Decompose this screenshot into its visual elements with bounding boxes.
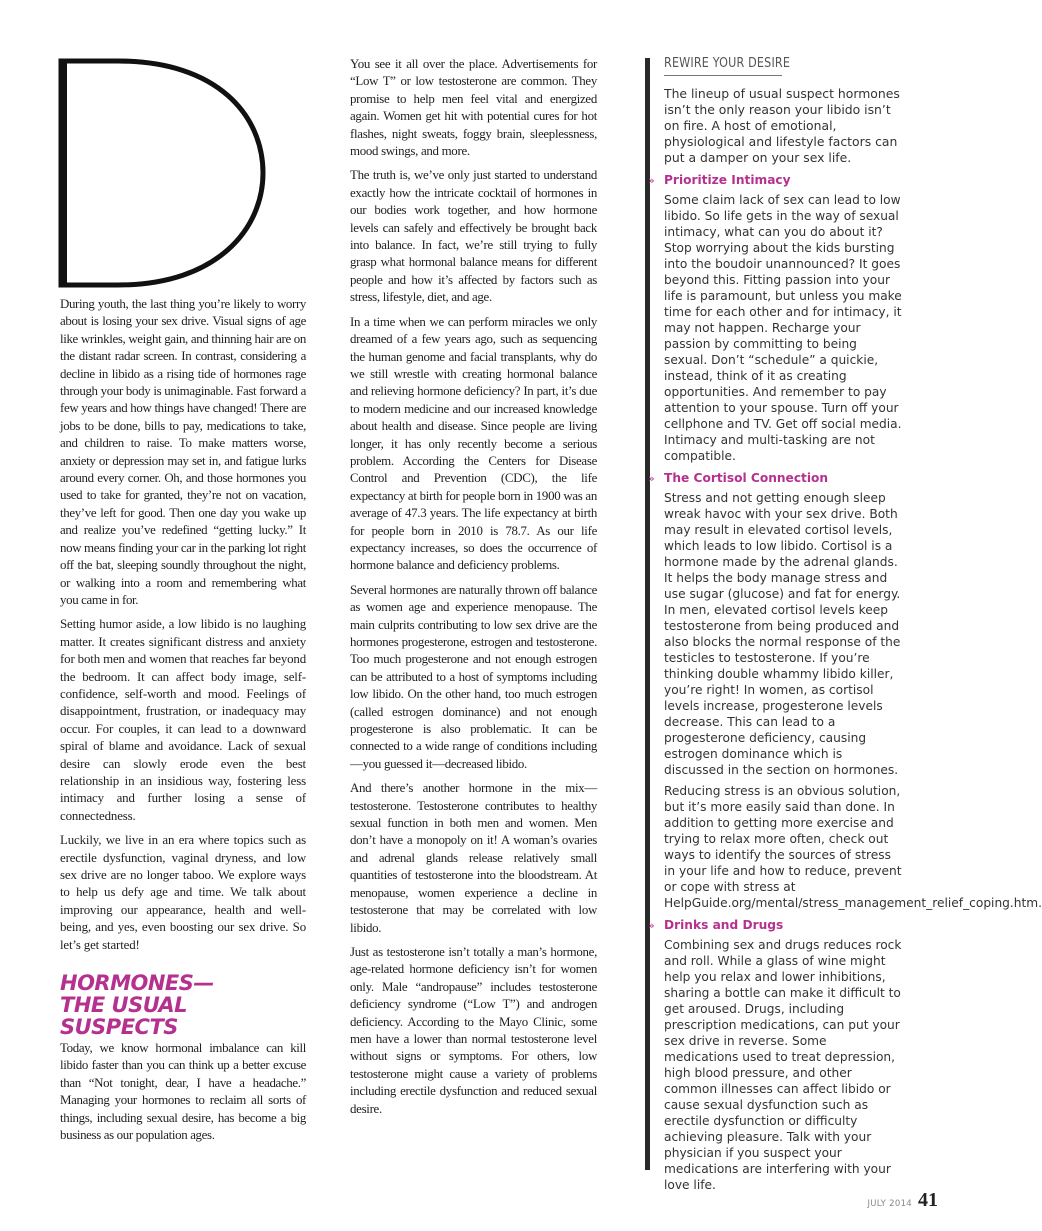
heading-line: THE USUAL SUSPECTS [60,993,187,1040]
heading-line: HORMONES— [60,971,214,996]
paragraph: In a time when we can perform miracles we only dreamed of a few years ago, such as sequencing the human genome and facial transplants, why do we still wrestle with creating hormonal balance and relieving hormone deficiency? In part, it’s due to modern medicine and our increased knowledge about health and disease. Since people are living longer, it has only recently become a serious problem. According the Centers for Disease Control and Prevention (CDC), the life expectancy at birth for people born in 1900 was an average of 47.3 years. The life expectancy at birth for people born in 2010 is 78.7. As our life expectancy increases, so does the occurrence of hormone balance and deficiency problems. [350,314,597,573]
paragraph: Several hormones are naturally thrown off balance as women age and experience menopause. The main culprits contributing to low sex drive are the hormones progesterone, estrogen and testosterone. Too much progesterone and not enough estrogen can be attributed to a host of symptoms including low libido. On the other hand, too much estrogen (called estrogen dominance) and not enough progesterone is also problematic. It can be connected to a wide range of conditions including—you guessed it—decreased libido. [350,582,597,771]
page-number: 41 [918,1189,938,1211]
drop-cap [58,58,268,288]
paragraph: You see it all over the place. Advertisements for “Low T” or low testosterone are common. They promise to help men feel vital and energized again. Women get hit with potential cures for hot flashes, night sweats, foggy brain, sleeplessness, mood swings, and more. [350,57,597,159]
sidebar-paragraph: Combining sex and drugs reduces rock and roll. While a glass of wine might help you relax and lower inhibitions, sharing a bottle can make it difficult to get aroused. Drugs, including prescription medications, can put your sex drive in reverse. Some medications used to treat depression, high blood pressure, and other common illnesses can affect libido or cause sexual dysfunction such as erectile dysfunction or difficulty achieving pleasure. Talk with your physician if you suspect your medications are interfering with your love life. [664,938,902,1192]
paragraph: Luckily, we live in an era where topics such as erectile dysfunction, vaginal dryness, and low sex drive are no longer taboo. We explore ways to help us defy age and time. We talk about improving our appearance, health and well-being, and yes, even boosting our sex drive. So let’s get started! [60,833,306,952]
sidebar [648,56,1042,1198]
issue-date: JULY 2014 [867,1199,912,1209]
drop-cap-letter [58,58,268,288]
sidebar-title: REWIRE YOUR DESIRE [664,56,791,71]
paragraph: The truth is, we’ve only just started to understand exactly how the intricate cocktail of hormones in our bodies work together, and how hormone levels can safely and effectively be brought back into balance. In fact, we’re still trying to fully grasp what hormonal balance means for different people and how it’s affected by factors such as stress, lifestyle, diet, and age. [350,168,597,305]
paragraph: And there’s another hormone in the mix—testosterone. Testosterone contributes to healthy sexual function in both men and women. Men don’t have a monopoly on it! A woman’s ovaries and adrenal glands release relatively small quantities of testosterone into the bloodstream. At menopause, women experience a decline in testosterone that may be correlated with low libido. [350,781,597,935]
page-footer [867,1189,938,1212]
sidebar-heading-intimacy [648,172,902,189]
sidebar-paragraph: Reducing stress is an obvious solution, but it’s more easily said than done. In addition to getting more exercise and trying to relax more often, check out ways to identify the sources of stress in your life and how to reduce, prevent or cope with stress at HelpGuide.org/mental/stress_management_relief_coping.htm. [664,784,1042,910]
sidebar-paragraph: Some claim lack of sex can lead to low libido. So life gets in the way of sexual intimacy, what can you do about it? Stop worrying about the kids bursting into the boudoir unannounced? It goes beyond this. Fitting passion into your life is paramount, but unless you make time for each other and for intimacy, it may not happen. Recharge your passion by committing to being sexual. Don’t “schedule” a quickie, instead, think of it as creating opportunities. And remember to pay attention to your spouse. Turn off your cellphone and TV. Get off social media. Intimacy and multi-tasking are not compatible. [664,193,902,463]
sidebar-intro: The lineup of usual suspect hormones isn’t the only reason your libido isn’t on fire. A host of emotional, physiological and lifestyle factors can put a damper on your sex life. [664,86,900,165]
sidebar-heading-label: Drinks and Drugs [664,918,784,932]
sidebar-heading-label: Prioritize Intimacy [664,173,791,187]
sidebar-rule [645,58,650,1170]
paragraph: During youth, the last thing you’re likely to worry about is losing your sex drive. Visual signs of age like wrinkles, weight gain, and thinning hair are on the distant radar screen. In contrast, considering a decline in libido as a rising tide of hormones rage through your body is unimaginable. Fast forward a few years and how things have changed! There are jobs to be done, bills to pay, medications to take, and children to raise. To make matters worse, anxiety or depression may set in, and fatigue lurks around every corner. Oh, and those hormones you used to take for granted, they’re not on vacation, they’ve left for good. Then one day you wake up and realize you’ve redefined “getting lucky.” It now means finding your car in the parking lot right off the bat, sleeping soundly throughout the night, or walking into a room and remembering what you came in for. [60,297,306,607]
section-heading-hormones [60,972,306,1038]
chevron-right-icon: » [648,472,655,485]
paragraph: Today, we know hormonal imbalance can kill libido faster than you can think up a better excuse than “Not tonight, dear, I have a headache.” Managing your hormones to reclaim all sorts of things, including sexual desire, has become a big business as our population ages. [60,1041,306,1143]
paragraph: Setting humor aside, a low libido is no laughing matter. It creates significant distress and anxiety for both men and women that reaches far beyond the bedroom. It can affect body image, self-confidence, self-worth and mood. Feelings of disappointment, frustration, or inadequacy may occur. For couples, it can lead to a downward spiral of blame and avoidance. Lack of sexual desire can slowly erode even the best relationship in an insidious way, fostering less intimacy and further losing a sense of connectedness. [60,617,306,823]
sidebar-title-underline [664,75,782,76]
chevron-right-icon: » [648,174,655,187]
paragraph: Just as testosterone isn’t totally a man’s hormone, age-related hormone deficiency isn’t for women only. Male “andropause” includes testosterone deficiency syndrome (“Low T”) and androgen deficiency. According to the Mayo Clinic, some men have a lower than normal testosterone level without signs or symptoms. For others, low testosterone might cause a variety of problems including erectile dysfunction and reduced sexual desire. [350,944,597,1116]
article-column-2 [350,56,597,1125]
sidebar-heading-cortisol [648,470,902,487]
sidebar-paragraph: Stress and not getting enough sleep wreak havoc with your sex drive. Both may result in elevated cortisol levels, which leads to low libido. Cortisol is a hormone made by the adrenal glands. It helps the body manage stress and use sugar (glucose) and fat for energy. In men, elevated cortisol levels keep testosterone from being produced and also blocks the normal response of the testicles to testosterone. If you’re thinking double whammy libido killer, you’re right! In women, as cortisol levels increase, progesterone levels decrease. This can lead to a progesterone deficiency, causing estrogen dominance which is discussed in the section on hormones. [664,491,901,777]
sidebar-heading-drinks [648,917,902,934]
article-column-1 [60,296,306,1151]
sidebar-heading-label: The Cortisol Connection [664,471,829,485]
chevron-right-icon: » [648,919,655,932]
